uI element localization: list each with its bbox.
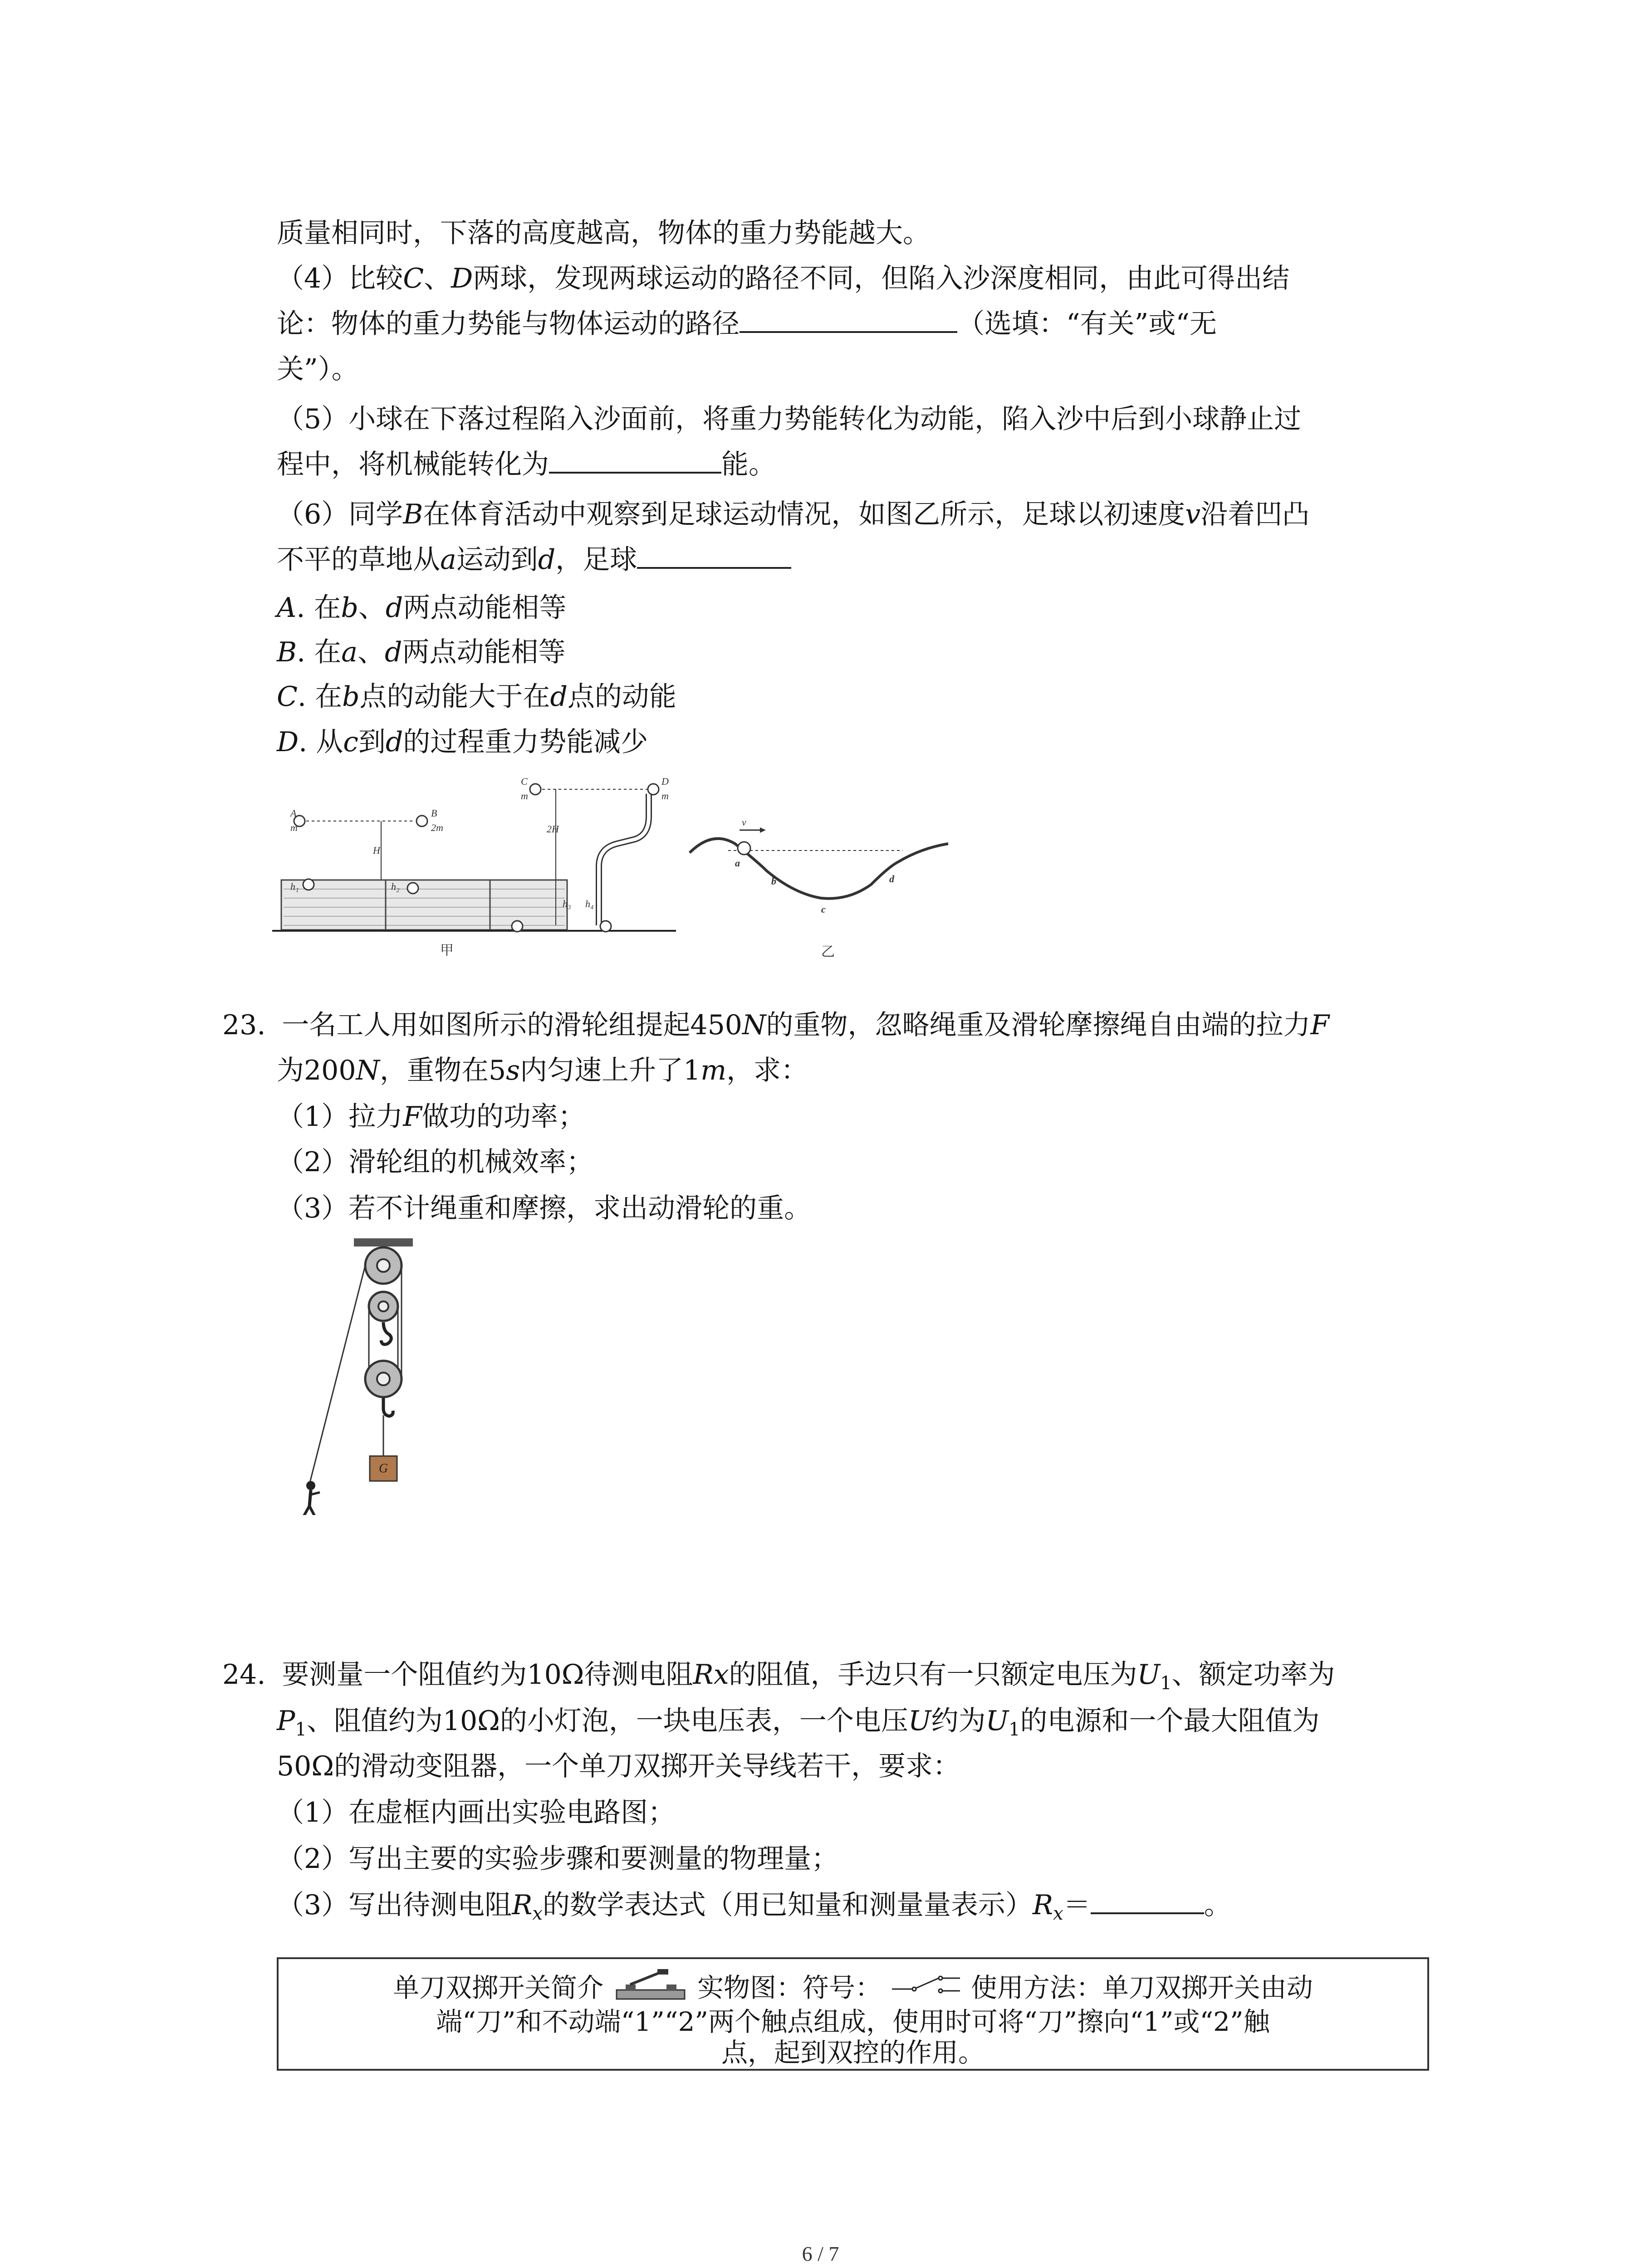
label-h2: h₂: [391, 881, 400, 892]
caption-jia: 甲: [440, 943, 454, 958]
q24-line1: 24. 要测量一个阻值约为10Ω待测电阻Rx的阻值，手边只有一只额定电压为$U_1$、额定功率为: [222, 1659, 1335, 1694]
box-line2: 端“刀”和不动端“1”“2”两个触点组成，使用时可将“刀”擦向“1”或“2”触: [436, 2006, 1270, 2037]
q23-line1: 23. 一名工人用如图所示的滑轮组提起450N的重物，忽略绳重及滑轮摩擦绳自由端的拉力F: [222, 1009, 1330, 1041]
q24-line2: $P_1$、阻值约为10Ω的小灯泡，一块电压表，一个电压U约为$U_1$的电源和一个最大阻值为: [277, 1705, 1320, 1740]
label-mass-d: m: [661, 790, 669, 802]
weight-label-g: G: [378, 1461, 388, 1476]
label-point-b: b: [771, 875, 776, 887]
q23-sub1: （1）拉力F做功的功率；: [277, 1101, 585, 1133]
q22-part6-line1: （6）同学B在体育活动中观察到足球运动情况，如图乙所示，足球以初速度v沿着凹凸: [277, 499, 1310, 530]
label-mass-b: 2m: [431, 822, 443, 833]
switch-info-box: [277, 1957, 1429, 2071]
label-height-2h: 2H: [547, 823, 559, 835]
page-number: 6 / 7: [802, 2242, 839, 2265]
label-c: C: [521, 776, 528, 787]
label-d: D: [661, 776, 669, 787]
option-b: B. 在a、d两点动能相等: [277, 636, 566, 668]
box-line1: 单刀双掷开关简介 实物图：符号： 使用方法：单刀双掷开关由动: [279, 1967, 1427, 2013]
label-mass-a: m: [290, 822, 298, 833]
label-h1: h₁: [290, 881, 299, 892]
answer-blank[interactable]: [549, 446, 721, 474]
answer-blank[interactable]: [637, 542, 791, 569]
label-point-a: a: [735, 857, 740, 869]
q22-part4-line2: 论：物体的重力势能与物体运动的路径 （选填：“有关”或“无: [277, 305, 1217, 343]
q24-sub3: （3）写出待测电阻$R_x$的数学表达式（用已知量和测量量表示）$R_x=$ 。: [277, 1886, 1231, 1924]
q22-part5-line1: （5）小球在下落过程陷入沙面前，将重力势能转化为动能，陷入沙中后到小球静止过: [277, 403, 1302, 435]
q22-part5-line2: 程中，将机械能转化为 能。: [277, 445, 776, 484]
answer-blank[interactable]: [740, 306, 957, 333]
caption-yi: 乙: [821, 944, 835, 959]
label-h4: h₄: [585, 898, 594, 909]
figure-yi: [685, 812, 966, 962]
spdt-symbol-icon: [890, 1972, 962, 2008]
label-point-c: c: [821, 904, 826, 915]
q23-line2: 为200N，重物在5s内匀速上升了1m，求：: [277, 1055, 808, 1086]
option-c: C. 在b点的动能大于在d点的动能: [277, 681, 676, 713]
q23-sub3: （3）若不计绳重和摩擦，求出动滑轮的重。: [277, 1193, 812, 1224]
q22-part4-line3: 关”）。: [277, 353, 359, 385]
label-mass-c: m: [521, 790, 528, 802]
q24-sub2: （2）写出主要的实验步骤和要测量的物理量；: [277, 1843, 839, 1875]
option-d: D. 从c到d的过程重力势能减少: [277, 726, 648, 758]
q24-sub1: （1）在虚框内画出实验电路图；: [277, 1797, 676, 1828]
label-height-h: H: [373, 845, 380, 856]
q22-part6-line2: 不平的草地从a运动到d，足球: [277, 541, 791, 579]
label-a: A: [290, 807, 297, 819]
label-point-d: d: [889, 873, 894, 885]
label-v: v: [742, 816, 746, 828]
pulley-figure: [277, 1234, 472, 1515]
q24-line3: 50Ω的滑动变阻器，一个单刀双掷开关导线若干，要求：: [277, 1750, 960, 1782]
q22-line-cont: 质量相同时，下落的高度越高，物体的重力势能越大。: [277, 217, 930, 249]
figure-jia: [272, 771, 681, 962]
q22-part4-line1: （4）比较C、D两球，发现两球运动的路径不同，但陷入沙深度相同，由此可得出结: [277, 263, 1290, 294]
answer-blank[interactable]: [1091, 1887, 1204, 1914]
option-a: A. 在b、d两点动能相等: [277, 592, 567, 624]
q23-sub2: （2）滑轮组的机械效率；: [277, 1146, 594, 1178]
box-line3: 点，起到双控的作用。: [721, 2037, 985, 2068]
label-b: B: [431, 807, 437, 819]
label-h3: h₃: [563, 898, 571, 909]
